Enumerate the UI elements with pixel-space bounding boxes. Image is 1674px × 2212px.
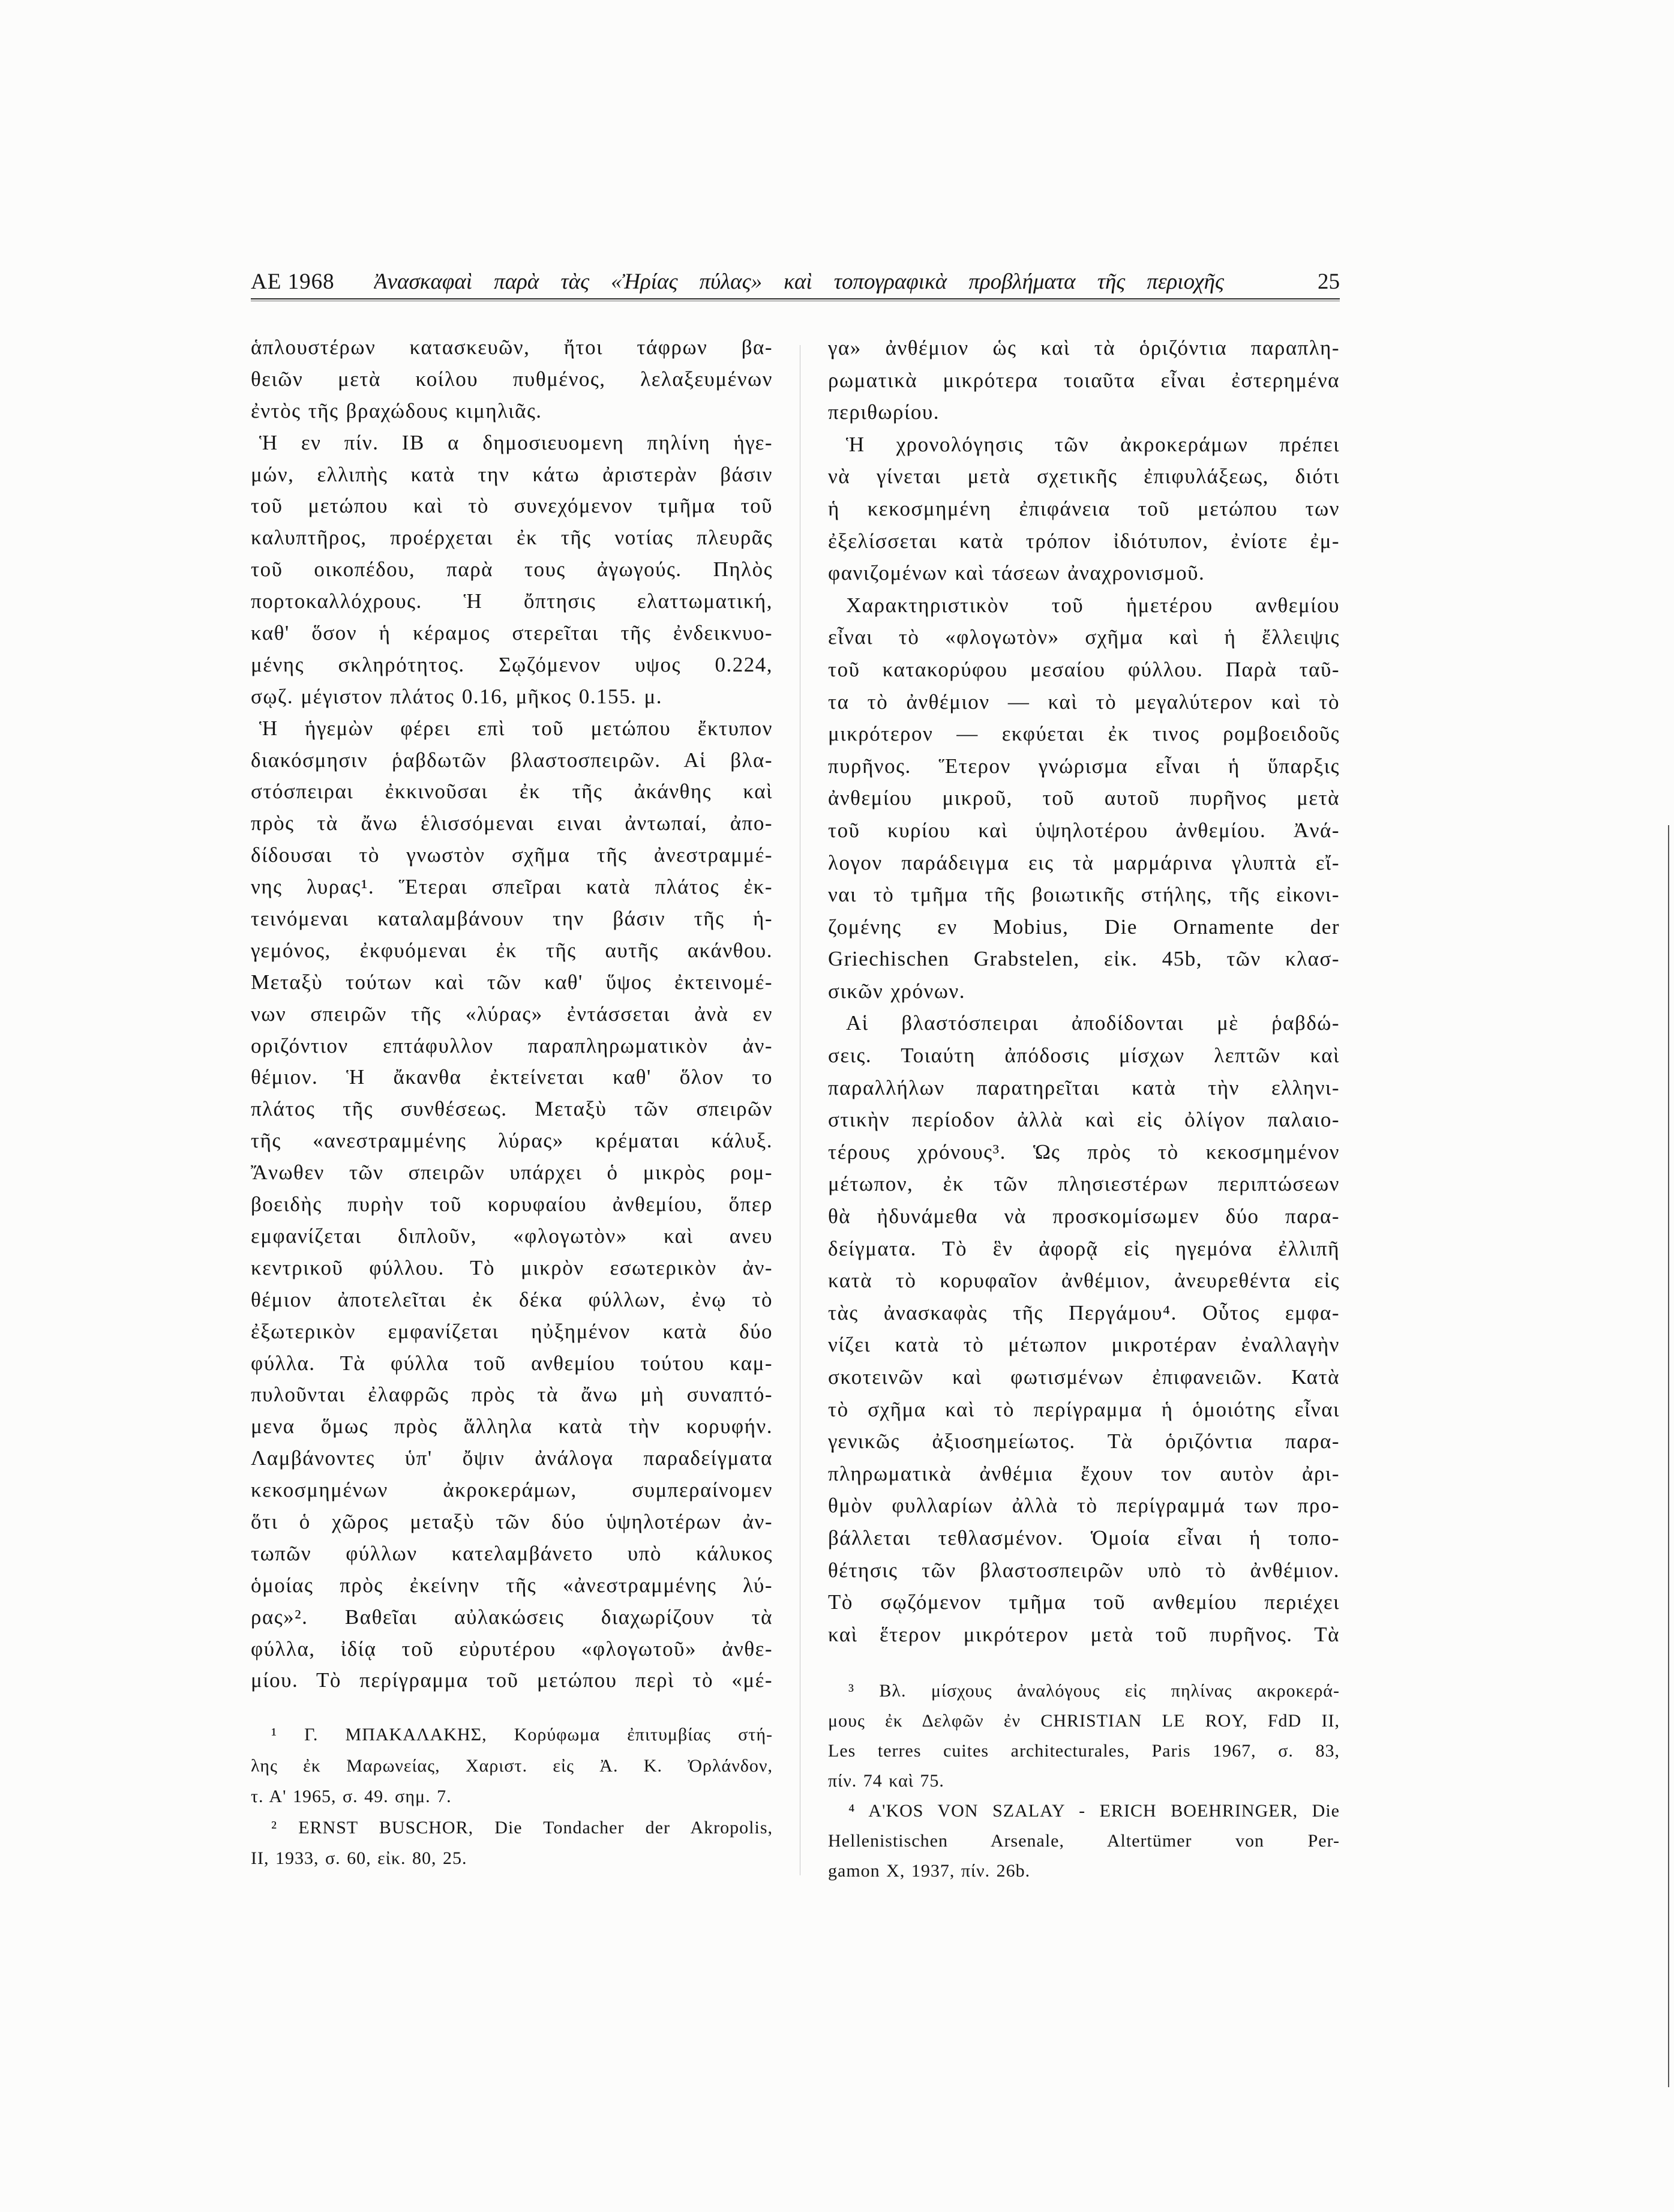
paragraph-start-line: Αἱ βλαστόσπειραι ἀποδίδονται μὲ ῥαβδώ- bbox=[846, 1011, 1340, 1035]
footnote-line: gamon X, 1937, πίν. 26b. bbox=[828, 1861, 1031, 1881]
body-text-line: τέρους χρόνους³. Ὡς πρὸς τὸ κεκοσμημένον bbox=[828, 1140, 1340, 1164]
body-text-line: σῳζ. μέγιστον πλάτος 0.16, μῆκος 0.155. μ. bbox=[251, 684, 662, 708]
body-text-line: θμὸν φυλλαρίων ἀλλὰ τὸ περίγραμμά των προ- bbox=[828, 1494, 1340, 1518]
body-text-line: Τὸ σῳζόμενον τμῆμα τοῦ ανθεμίου περιέχει bbox=[828, 1590, 1340, 1614]
body-text-line: ζομένης εν Mobius, Die Ornamente der bbox=[828, 915, 1340, 939]
journal-year: AE 1968 bbox=[251, 269, 335, 294]
footnote-line: Les terres cuites architecturales, Paris 1967, σ. 83, bbox=[828, 1741, 1340, 1761]
body-text-line: φύλλα. Τὰ φύλλα τοῦ ανθεμίου τούτου καμ- bbox=[251, 1351, 773, 1375]
body-text-line: περιθωρίου. bbox=[828, 400, 940, 424]
body-text-line: μίου. Τὸ περίγραμμα τοῦ μετώπου περὶ τὸ «μέ- bbox=[251, 1668, 773, 1692]
footnote-line: ³ Βλ. μίσχους ἀναλόγους εἰς πηλίνας ακροκερά- bbox=[848, 1681, 1340, 1701]
footnote-line: λης ἐκ Μαρωνείας, Χαριστ. εἰς Ἀ. Κ. Ὀρλάνδον, bbox=[251, 1755, 773, 1776]
body-text-line: γενικῶς ἀξιοσημείωτος. Τὰ ὁριζόντια παρα- bbox=[828, 1429, 1340, 1453]
scan-edge-line bbox=[1668, 825, 1669, 2087]
footnotes-right bbox=[828, 1676, 1340, 1886]
page-number: 25 bbox=[1318, 269, 1340, 294]
body-text-line: λογον παράδειγμα εις τὰ μαρμάρινα γλυπτὰ εἴ- bbox=[828, 850, 1340, 874]
body-text-line: πορτοκαλλόχρους. Ἡ ὄπτησις ελαττωματική, bbox=[251, 589, 773, 613]
body-text-line: τωπῶν φύλλων κατελαμβάνετο υπὸ κάλυκος bbox=[251, 1541, 773, 1565]
footnote-line: ¹ Γ. ΜΠΑΚΑΛΑΚΗΣ, Κορύφωμα ἐπιτυμβίας στή- bbox=[271, 1725, 773, 1745]
body-text-line: παραλλήλων παρατηρεῖται κατὰ τὴν ελληνι- bbox=[828, 1075, 1340, 1099]
body-text-line: οριζόντιον επτάφυλλον παραπληρωματικὸν ἀν- bbox=[251, 1033, 773, 1057]
body-text-line: στικὴν περίοδον ἀλλὰ καὶ εἰς ὀλίγον παλαιο- bbox=[828, 1108, 1340, 1132]
body-text-line: ἐξωτερικὸν εμφανίζεται ηὐξημένον κατὰ δύο bbox=[251, 1319, 773, 1343]
body-text-line: πυρῆνος. Ἕτερον γνώρισμα εἶναι ἡ ὕπαρξις bbox=[828, 754, 1340, 778]
footnote-line: II, 1933, σ. 60, εἰκ. 80, 25. bbox=[251, 1848, 467, 1868]
body-text-line: τῆς «ανεστραμμένης λύρας» κρέμαται κάλυξ. bbox=[251, 1129, 773, 1153]
body-text-line: σικῶν χρόνων. bbox=[828, 979, 965, 1003]
body-text-line: μέτωπον, ἐκ τῶν πλησιεστέρων περιπτώσεων bbox=[828, 1172, 1340, 1196]
body-text-line: πυλοῦνται ἐλαφρῶς πρὸς τὰ ἄνω μὴ συναπτό- bbox=[251, 1383, 773, 1407]
body-text-line: κατὰ τὸ κορυφαῖον ἀνθέμιον, ἀνευρεθέντα εἰς bbox=[828, 1269, 1340, 1293]
body-text-line: τοῦ κυρίου καὶ ὑψηλοτέρου ἀνθεμίου. Ἀνά- bbox=[828, 818, 1340, 842]
body-text-line: ρας»². Βαθεῖαι αὐλακώσεις διαχωρίζουν τὰ bbox=[251, 1605, 773, 1629]
body-text-line: τὰς ἀνασκαφὰς τῆς Περγάμου⁴. Οὗτος εμφα- bbox=[828, 1300, 1340, 1324]
body-text-line: Λαμβάνοντες ὑπ' ὄψιν ἀνάλογα παραδείγματα bbox=[251, 1446, 773, 1470]
body-text-line: γα» ἀνθέμιον ὡς καὶ τὰ ὁριζόντια παραπλη- bbox=[828, 336, 1340, 359]
body-text-line: κεκοσμημένων ἀκροκεράμων, συμπεραίνομεν bbox=[251, 1478, 773, 1502]
body-text-line: διακόσμησιν ῥαβδωτῶν βλαστοσπειρῶν. Αἱ βλα- bbox=[251, 748, 773, 772]
body-text-line: ἡ κεκοσμημένη ἐπιφάνεια τοῦ μετώπου των bbox=[828, 496, 1340, 520]
footnote-line: πίν. 74 καὶ 75. bbox=[828, 1771, 944, 1791]
body-text-line: μένης σκληρότητος. Σῳζόμενον υψος 0.224, bbox=[251, 652, 773, 676]
body-text-line: ρωματικὰ μικρότερα τοιαῦτα εἶναι ἐστερημένα bbox=[828, 368, 1340, 392]
body-text-line: στόσπειραι ἐκκινοῦσαι ἐκ τῆς ἀκάνθης καὶ bbox=[251, 780, 773, 804]
body-text-line: ἐντὸς τῆς βραχώδους κιμηλιᾶς. bbox=[251, 398, 542, 422]
body-text-line: Μεταξὺ τούτων καὶ τῶν καθ' ὕψος ἐκτεινομέ- bbox=[251, 970, 773, 994]
body-text-line: ὁμοίας πρὸς ἐκείνην τῆς «ἀνεστραμμένης λύ- bbox=[251, 1573, 773, 1597]
body-text-line: δείγματα. Τὸ ἓν ἀφορᾷ εἰς ηγεμόνα ἐλλιπῆ bbox=[828, 1236, 1340, 1260]
body-text-line: καλυπτῆρος, προέρχεται ἐκ τῆς νοτίας πλευρᾶς bbox=[251, 526, 773, 550]
body-text-line: εμφανίζεται διπλοῦν, «φλογωτὸν» καὶ ανευ bbox=[251, 1224, 773, 1248]
body-text-line: ναι τὸ τμῆμα τῆς βοιωτικῆς στήλης, τῆς εἰκονι- bbox=[828, 883, 1340, 907]
left-column bbox=[251, 332, 773, 1697]
body-text-line: καθ' ὅσον ἡ κέραμος στερεῖται τῆς ἐνδεικνυο- bbox=[251, 621, 773, 645]
body-text-line: τοῦ μετώπου καὶ τὸ συνεχόμενον τμῆμα τοῦ bbox=[251, 494, 773, 518]
right-column bbox=[828, 332, 1340, 1650]
body-text-line: φανιζομένων καὶ τάσεων ἀναχρονισμοῦ. bbox=[828, 561, 1205, 585]
body-text-line: νὰ γίνεται μετὰ σχετικῆς ἐπιφυλάξεως, διότι bbox=[828, 464, 1340, 488]
body-text-line: πλάτος τῆς συνθέσεως. Μεταξὺ τῶν σπειρῶν bbox=[251, 1097, 773, 1121]
body-text-line: ὅτι ὁ χῶρος μεταξὺ τῶν δύο ὑψηλοτέρων ἀν- bbox=[251, 1509, 773, 1533]
body-text-line: ἁπλουστέρων κατασκευῶν, ἤτοι τάφρων βα- bbox=[251, 335, 773, 359]
body-text-line: φύλλα, ἰδίᾳ τοῦ εὐρυτέρου «φλογωτοῦ» ἀνθε- bbox=[251, 1636, 773, 1661]
body-text-line: βοειδὴς πυρὴν τοῦ κορυφαίου ἀνθεμίου, ὅπερ bbox=[251, 1192, 773, 1216]
body-text-line: θέμιον ἀποτελεῖται ἐκ δέκα φύλλων, ἐνῳ τὸ bbox=[251, 1287, 773, 1311]
body-text-line: θὰ ἠδυνάμεθα νὰ προσκομίσωμεν δύο παρα- bbox=[828, 1204, 1340, 1228]
footnote-line: ⁴ A'KOS VON SZALAY - ERICH BOEHRINGER, Die bbox=[848, 1801, 1340, 1821]
body-text-line: κεντρικοῦ φύλλου. Τὸ μικρὸν εσωτερικὸν ἀν- bbox=[251, 1255, 773, 1279]
body-text-line: νίζει κατὰ τὸ μέτωπον μικροτέραν ἐναλλαγὴν bbox=[828, 1333, 1340, 1357]
header-rule bbox=[251, 298, 1340, 301]
body-text-line: δίδουσαι τὸ γνωστὸν σχῆμα τῆς ἀνεστραμμέ- bbox=[251, 843, 773, 867]
body-text-line: τεινόμεναι καταλαμβάνουν την βάσιν τῆς ἡ- bbox=[251, 907, 773, 931]
body-text-line: ἀνθεμίου μικροῦ, τοῦ αυτοῦ πυρῆνος μετὰ bbox=[828, 786, 1340, 810]
body-text-line: πρὸς τὰ ἄνω ἑλισσόμεναι ειναι ἀντωπαί, ἀπο- bbox=[251, 811, 773, 835]
footnotes-left bbox=[251, 1719, 773, 1874]
paragraph-start-line: Ἡ ἡγεμὼν φέρει επὶ τοῦ μετώπου ἔκτυπον bbox=[259, 716, 773, 740]
body-text-line: σεις. Τοιαύτη ἀπόδοσις μίσχων λεπτῶν καὶ bbox=[828, 1044, 1340, 1068]
body-text-line: θειῶν μετὰ κοίλου πυθμένος, λελαξευμένων bbox=[251, 367, 773, 391]
body-text-line: πληρωματικὰ ἀνθέμια ἔχουν τον αυτὸν ἀρι- bbox=[828, 1461, 1340, 1485]
footnote-line: μους ἐκ Δελφῶν ἐν CHRISTIAN LE ROY, FdD II, bbox=[828, 1711, 1340, 1731]
body-text-line: ἐξελίσσεται κατὰ τρόπον ἰδιότυπον, ἐνίοτε ἐμ- bbox=[828, 529, 1340, 553]
body-text-line: θέτησις τῶν βλαστοσπειρῶν υπὸ τὸ ἀνθέμιον. bbox=[828, 1558, 1340, 1582]
body-text-line: Griechischen Grabstelen, εἰκ. 45b, τῶν κλασ- bbox=[828, 947, 1340, 971]
body-text-line: σκοτεινῶν καὶ φωτισμένων ἐπιφανειῶν. Κατὰ bbox=[828, 1365, 1340, 1389]
body-text-line: τὸ σχῆμα καὶ τὸ περίγραμμα ἡ ὁμοιότης εἶναι bbox=[828, 1397, 1340, 1421]
body-text-line: γεμόνος, ἐκφυόμεναι ἐκ τῆς αυτῆς ακάνθου. bbox=[251, 938, 773, 962]
body-text-line: μικρότερον — εκφύεται ἐκ τινος ρομβοειδοῦς bbox=[828, 722, 1340, 746]
body-text-line: Ἄνωθεν τῶν σπειρῶν υπάρχει ὁ μικρὸς ρομ- bbox=[251, 1161, 773, 1185]
body-text-line: τοῦ κατακορύφου μεσαίου φύλλου. Παρὰ ταῦ- bbox=[828, 657, 1340, 681]
body-text-line: νων σπειρῶν τῆς «λύρας» ἐντάσσεται ἀνὰ εν bbox=[251, 1002, 773, 1026]
body-text-line: τα τὸ ἀνθέμιον — καὶ τὸ μεγαλύτερον καὶ τὸ bbox=[828, 690, 1340, 714]
footnote-line: τ. Α' 1965, σ. 49. σημ. 7. bbox=[251, 1787, 452, 1806]
body-text-line: βάλλεται τεθλασμένον. Ὁμοία εἶναι ἡ τοπο- bbox=[828, 1525, 1340, 1549]
paragraph-start-line: Ἡ εν πίν. ΙΒ α δημοσιευομενη πηλίνη ἡγε- bbox=[259, 430, 773, 454]
footnote-line: Hellenistischen Arsenale, Altertümer von Per- bbox=[828, 1831, 1340, 1851]
body-text-line: καὶ ἕτερον μικρότερον μετὰ τοῦ πυρῆνος. Τὰ bbox=[828, 1622, 1340, 1646]
running-title: Ἀνασκαφαὶ παρὰ τὰς «Ἠρίας πύλας» καὶ τοπογραφικὰ προβλήματα τῆς περιοχῆς bbox=[374, 269, 1224, 294]
body-text-line: μενα ὅμως πρὸς ἄλληλα κατὰ τὴν κορυφήν. bbox=[251, 1414, 773, 1438]
paragraph-start-line: Ἡ χρονολόγησις τῶν ἀκροκεράμων πρέπει bbox=[846, 432, 1340, 456]
body-text-line: εἶναι τὸ «φλογωτὸν» σχῆμα καὶ ἡ ἔλλειψις bbox=[828, 625, 1340, 649]
body-text-line: νης λυρας¹. Ἕτεραι σπεῖραι κατὰ πλάτος ἐκ- bbox=[251, 875, 773, 899]
body-text-line: τοῦ οικοπέδου, παρὰ τους ἀγωγούς. Πηλὸς bbox=[251, 558, 773, 582]
body-text-line: θέμιον. Ἡ ἄκανθα ἐκτείνεται καθ' ὅλον το bbox=[251, 1065, 773, 1089]
footnote-line: ² ERNST BUSCHOR, Die Tondacher der Akropolis, bbox=[271, 1817, 773, 1838]
body-text-line: μών, ελλιπὴς κατὰ την κάτω ἀριστερὰν βάσιν bbox=[251, 462, 773, 486]
paragraph-start-line: Χαρακτηριστικὸν τοῦ ἡμετέρου ανθεμίου bbox=[846, 593, 1340, 617]
